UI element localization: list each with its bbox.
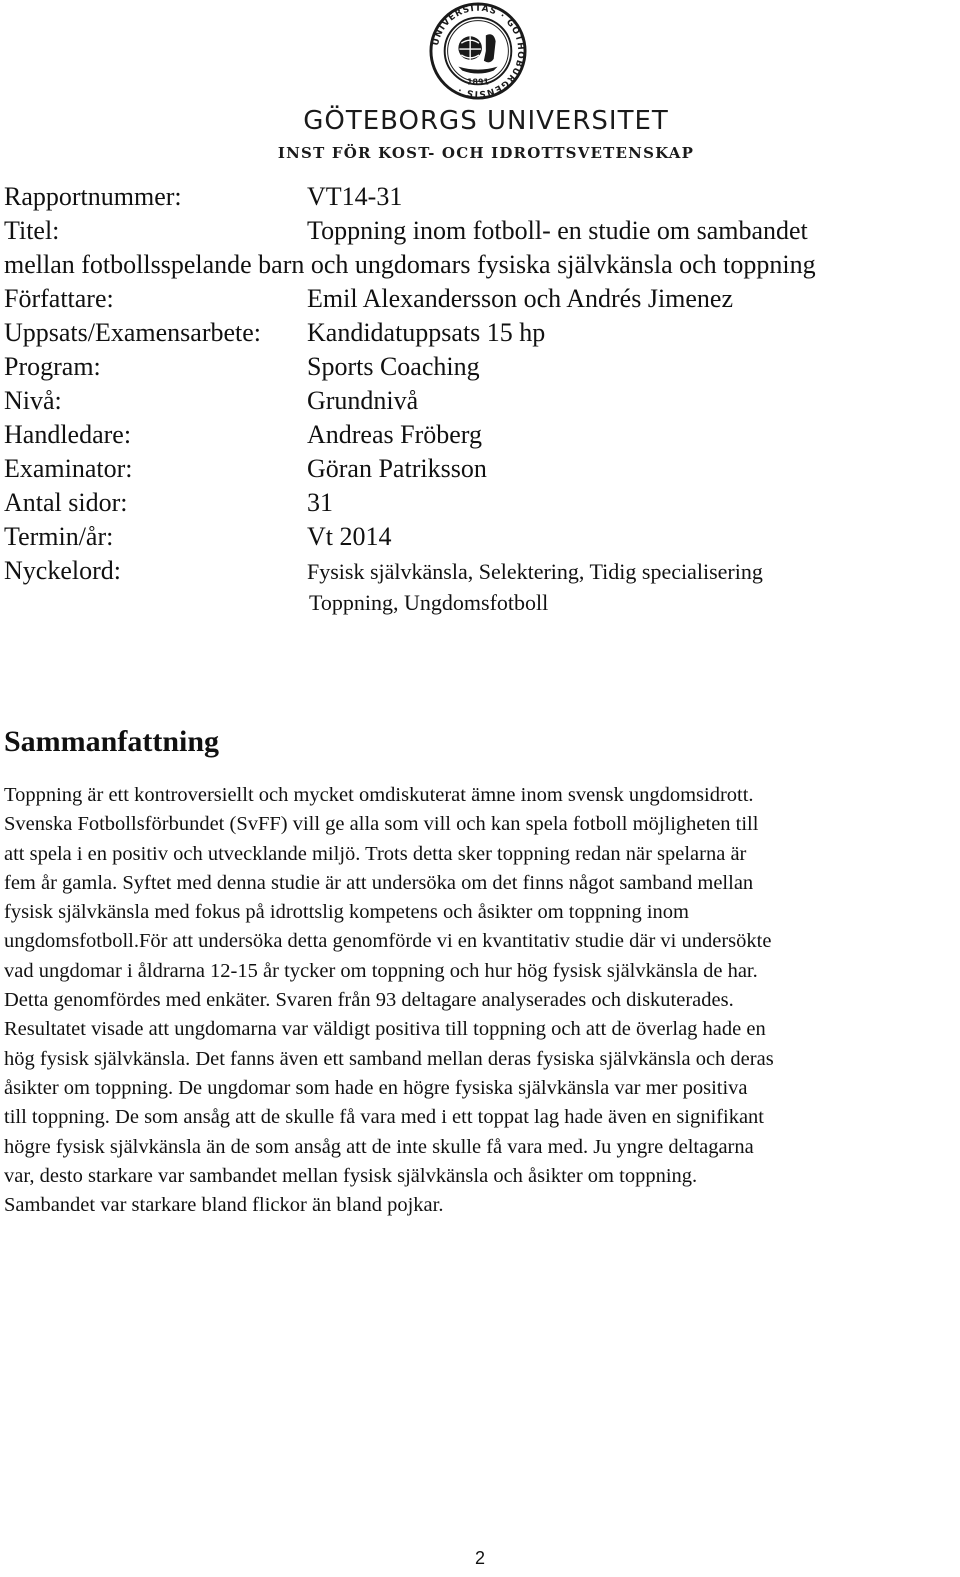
meta-row-program	[4, 350, 954, 384]
authors-value: Emil Alexandersson och Andrés Jimenez	[307, 284, 734, 313]
title-value-continued: mellan fotbollsspelande barn och ungdomars fysiska självkänsla och toppning	[4, 250, 816, 279]
program-label: Program:	[4, 352, 101, 381]
keywords-label: Nyckelord:	[4, 556, 121, 585]
meta-row-pages	[4, 486, 954, 520]
summary-line: Svenska Fotbollsförbundet (SvFF) vill ge alla som vill och kan spela fotboll möjligheten till	[4, 813, 759, 836]
university-name: GÖTEBORGS UNIVERSITET	[303, 106, 669, 136]
summary-line: Resultatet visade att ungdomarna var väldigt positiva till toppning och att de överlag hade en	[4, 1018, 766, 1041]
summary-line: hög fysisk självkänsla. Det fanns även ett samband mellan deras fysiska självkänsla och deras	[4, 1047, 774, 1070]
summary-line: var, desto starkare var sambandet mellan fysisk självkänsla och åsikter om toppning.	[4, 1164, 698, 1187]
summary-text	[4, 781, 954, 1220]
meta-row-report-number	[4, 180, 954, 214]
report-metadata	[4, 180, 954, 618]
summary-line: fysisk självkänsla med fokus på idrottslig kompetens och åsikter om toppning inom	[4, 901, 689, 924]
summary-line: högre fysisk självkänsla än de som ansåg att de inte skulle få vara med. Ju yngre deltagarna	[4, 1135, 754, 1158]
institution-name: INST FÖR KOST- OCH IDROTTSVETENSKAP	[277, 144, 695, 162]
level-label: Nivå:	[4, 386, 62, 415]
seal-year: 1891	[467, 77, 489, 87]
pages-label: Antal sidor:	[4, 488, 128, 517]
summary-line: att spela i en positiv och utvecklande miljö. Trots detta sker toppning redan när spelarna är	[4, 842, 747, 865]
university-seal-icon	[429, 2, 527, 100]
report-number-value: VT14-31	[307, 182, 403, 211]
meta-row-term	[4, 520, 954, 554]
meta-row-title	[4, 214, 954, 248]
summary-line: Detta genomfördes med enkäter. Svaren från 93 deltagare analyserades och diskuterades.	[4, 989, 734, 1012]
summary-line: till toppning. De som ansåg att de skulle få vara med i ett toppat lag hade även en signifikant	[4, 1106, 765, 1129]
term-value: Vt 2014	[307, 522, 392, 551]
level-value: Grundnivå	[307, 386, 419, 415]
meta-row-examiner	[4, 452, 954, 486]
supervisor-value: Andreas Fröberg	[307, 420, 482, 449]
summary-line: vad ungdomar i åldrarna 12-15 år tycker om toppning och hur hög fysisk självkänsla de har.	[4, 959, 758, 982]
summary-line: fem år gamla. Syftet med denna studie är att undersöka om det finns något samband mellan	[4, 871, 754, 894]
seal-ring-text: UNIVERSITAS · GOTHOBURGENSIS ·	[431, 3, 526, 99]
examiner-label: Examinator:	[4, 454, 133, 483]
header	[0, 0, 960, 170]
summary-line: ungdomsfotboll.För att undersöka detta genomförde vi en kvantitativ studie där vi undersökte	[4, 930, 772, 953]
thesis-type-label: Uppsats/Examensarbete:	[4, 318, 262, 347]
summary-heading: Sammanfattning	[4, 725, 220, 758]
meta-row-level	[4, 384, 954, 418]
title-value: Toppning inom fotboll- en studie om sambandet	[307, 216, 808, 245]
keywords-value: Fysisk självkänsla, Selektering, Tidig specialisering	[307, 559, 763, 584]
term-label: Termin/år:	[4, 522, 114, 551]
summary-line: Sambandet var starkare bland flickor än bland pojkar.	[4, 1194, 444, 1217]
meta-row-authors	[4, 282, 954, 316]
meta-row-keywords	[4, 554, 954, 588]
meta-row-supervisor	[4, 418, 954, 452]
title-label: Titel:	[4, 216, 60, 245]
pages-value: 31	[307, 488, 333, 517]
page-number: 2	[474, 1548, 485, 1568]
keywords-value-continued: Toppning, Ungdomsfotboll	[309, 590, 549, 615]
summary-line: åsikter om toppning. De ungdomar som hade en högre fysiska självkänsla var mer positiva	[4, 1076, 748, 1099]
meta-row-title-continued	[4, 248, 954, 282]
summary-line: Toppning är ett kontroversiellt och mycket omdiskuterat ämne inom svensk ungdomsidrott.	[4, 784, 754, 806]
meta-row-thesis-type	[4, 316, 954, 350]
supervisor-label: Handledare:	[4, 420, 132, 449]
thesis-type-value: Kandidatuppsats 15 hp	[307, 318, 546, 347]
authors-label: Författare:	[4, 284, 114, 313]
report-number-label: Rapportnummer:	[4, 182, 182, 211]
examiner-value: Göran Patriksson	[307, 454, 487, 483]
program-value: Sports Coaching	[307, 352, 480, 381]
